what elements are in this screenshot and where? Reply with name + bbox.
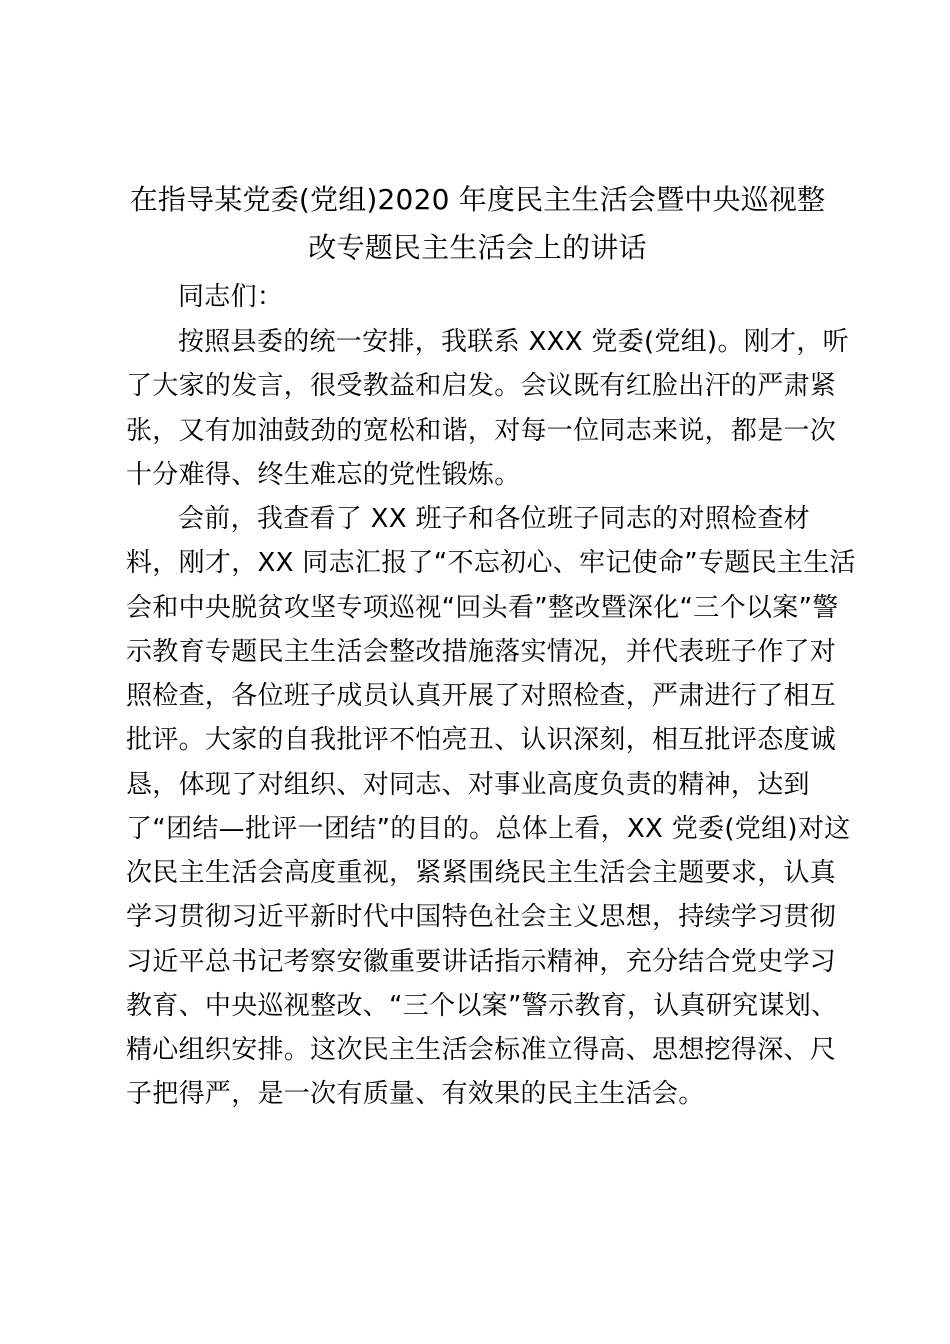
paragraph-2-line-14: 子把得严，是一次有质量、有效果的民主生活会。	[126, 1079, 705, 1109]
paragraph-1-line-2: 了大家的发言，很受教益和启发。会议既有红脸出汗的严肃紧	[126, 371, 837, 401]
paragraph-2-line-13: 精心组织安排。这次民主生活会标准立得高、思想挖得深、尺	[126, 1035, 837, 1065]
paragraph-2-line-2: 料，刚才，XX 同志汇报了“不忘初心、牢记使命”专题民主生活	[126, 548, 856, 578]
paragraph-2-line-10: 学习贯彻习近平新时代中国特色社会主义思想，持续学习贯彻	[126, 902, 837, 932]
paragraph-2-line-1: 会前，我查看了 XX 班子和各位班子同志的对照检查材	[178, 504, 810, 534]
paragraph-2-line-3: 会和中央脱贫攻坚专项巡视“回头看”整改暨深化“三个以案”警	[126, 593, 839, 623]
paragraph-2-line-5: 照检查，各位班子成员认真开展了对照检查，严肃进行了相互	[126, 681, 837, 711]
document-title-line-1: 在指导某党委(党组)2020 年度民主生活会暨中央巡视整	[129, 183, 826, 216]
paragraph-2-line-4: 示教育专题民主生活会整改措施落实情况，并代表班子作了对	[126, 637, 837, 667]
paragraph-1-line-3: 张，又有加油鼓劲的宽松和谐，对每一位同志来说，都是一次	[126, 416, 837, 446]
paragraph-2-line-11: 习近平总书记考察安徽重要讲话指示精神，充分结合党史学习	[126, 947, 837, 977]
paragraph-2-line-9: 次民主生活会高度重视，紧紧围绕民主生活会主题要求，认真	[126, 858, 837, 888]
paragraph-2-line-7: 恳，体现了对组织、对同志、对事业高度负责的精神，达到	[126, 770, 810, 800]
paragraph-2-line-12: 教育、中央巡视整改、“三个以案”警示教育，认真研究谋划、	[126, 991, 838, 1021]
paragraph-1-line-4: 十分难得、终生难忘的党性锻炼。	[126, 460, 521, 490]
paragraph-1-line-1: 按照县委的统一安排，我联系 XXX 党委(党组)。刚才，听	[178, 327, 849, 357]
paragraph-2-line-6: 批评。大家的自我批评不怕亮丑、认识深刻，相互批评态度诚	[126, 725, 837, 755]
paragraph-2-line-8: 了“团结—批评一团结”的目的。总体上看，XX 党委(党组)对这	[126, 814, 851, 844]
document-title-line-2: 改专题民主生活会上的讲话	[308, 231, 647, 264]
salutation: 同志们：	[178, 282, 284, 312]
